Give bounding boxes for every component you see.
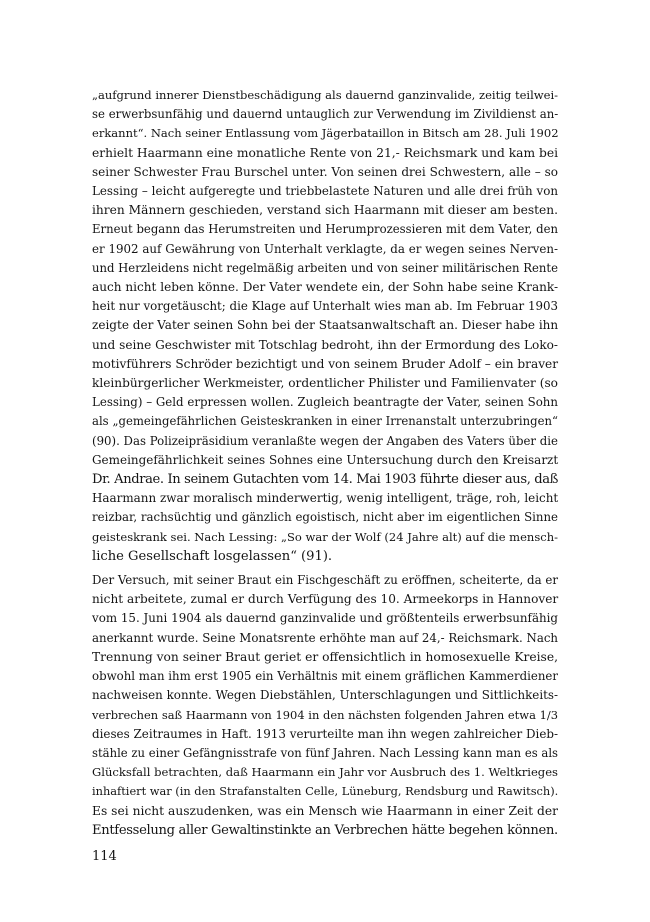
text-line: erkannt“. Nach seiner Entlassung vom Jägerbataillon in Bitsch am 28. Juli 1902 bbox=[92, 126, 559, 141]
text-line: obwohl man ihm erst 1905 ein Verhältnis mit einem gräflichen Kammerdiener bbox=[92, 669, 558, 684]
text-line: dieses Zeitraumes in Haft. 1913 verurteilte man ihn wegen zahlreicher Dieb- bbox=[92, 726, 558, 741]
text-line: Entfesselung aller Gewaltinstinkte an Verbrechen hätte begehen können. bbox=[92, 822, 558, 838]
text-line: er 1902 auf Gewährung von Unterhalt verklagte, da er wegen seines Nerven- bbox=[92, 241, 558, 256]
text-line: heit nur vorgetäuscht; die Klage auf Unterhalt wies man ab. Im Februar 1903 bbox=[92, 299, 558, 314]
text-line: auch nicht leben könne. Der Vater wendete ein, der Sohn habe seine Krank- bbox=[92, 280, 559, 295]
text-line: nicht arbeitete, zumal er durch Verfügung des 10. Armeekorps in Hannover bbox=[92, 592, 559, 607]
text-line: Lessing) – Geld erpressen wollen. Zugleich beantragte der Vater, seinen Sohn bbox=[92, 395, 558, 410]
text-line: Haarmann zwar moralisch minderwertig, wenig intelligent, träge, roh, leicht bbox=[92, 491, 559, 506]
text-line: erhielt Haarmann eine monatliche Rente von 21,- Reichsmark und kam bei bbox=[92, 145, 558, 160]
text-line: vom 15. Juni 1904 als dauernd ganzinvalide und größtenteils erwerbsunfähig bbox=[92, 611, 558, 626]
text-line: (90). Das Polizeipräsidium veranlaßte wegen der Angaben des Vaters über die bbox=[92, 433, 558, 448]
text-line: und seine Geschwister mit Totschlag bedroht, ihn der Ermordung des Loko- bbox=[92, 337, 558, 352]
text-line: „aufgrund innerer Dienstbeschädigung als dauernd ganzinvalide, zeitig teilwei- bbox=[92, 88, 559, 102]
text-line: reizbar, rachsüchtig und gänzlich egoistisch, nicht aber im eigentlichen Sinne bbox=[92, 510, 558, 525]
text-line: Erneut begann das Herumstreiten und Herumprozessieren mit dem Vater, den bbox=[92, 222, 558, 237]
text-line: se erwerbsunfähig und dauernd untauglich zur Verwendung im Zivildienst an- bbox=[92, 107, 559, 122]
text-line: nachweisen konnte. Wegen Diebstählen, Unterschlagungen und Sittlichkeits- bbox=[92, 688, 558, 703]
text-line: kleinbürgerlicher Werkmeister, ordentlicher Philister und Familienvater (so bbox=[92, 376, 558, 391]
page-number: 114 bbox=[92, 849, 117, 864]
text-line: geisteskrank sei. Nach Lessing: „So war der Wolf (24 Jahre alt) auf die mensch- bbox=[92, 529, 558, 544]
text-line: Dr. Andrae. In seinem Gutachten vom 14. Mai 1903 führte dieser aus, daß bbox=[92, 472, 559, 488]
paragraph-1 bbox=[92, 86, 558, 566]
text-line: stähle zu einer Gefängnisstrafe von fünf Jahren. Nach Lessing kann man es als bbox=[92, 745, 559, 760]
body-text bbox=[92, 86, 558, 840]
text-line: inhaftiert war (in den Strafanstalten Celle, Lüneburg, Rendsburg und Rawitsch). bbox=[92, 784, 559, 799]
text-line: Es sei nicht auszudenken, was ein Mensch wie Haarmann in einer Zeit der bbox=[92, 803, 558, 818]
text-line: und Herzleidens nicht regelmäßig arbeiten und von seiner militärischen Rente bbox=[92, 260, 558, 275]
text-line: Trennung von seiner Braut geriet er offensichtlich in homosexuelle Kreise, bbox=[92, 649, 558, 664]
text-line: Lessing – leicht aufgeregte und triebbelastete Naturen und alle drei früh von bbox=[92, 184, 558, 199]
paragraph-2 bbox=[92, 571, 558, 840]
text-line: als „gemeingefährlichen Geisteskranken in einer Irrenanstalt unterzubringen“ bbox=[92, 414, 558, 429]
text-line: verbrechen saß Haarmann von 1904 in den nächsten folgenden Jahren etwa 1/3 bbox=[92, 707, 558, 722]
text-line: liche Gesellschaft losgelassen“ (91). bbox=[92, 548, 333, 564]
text-line: seiner Schwester Frau Burschel unter. Von seinen drei Schwestern, alle – so bbox=[92, 164, 558, 179]
text-line: zeigte der Vater seinen Sohn bei der Staatsanwaltschaft an. Dieser habe ihn bbox=[92, 318, 559, 333]
text-line: motivführers Schröder bezichtigt und von seinem Bruder Adolf – ein braver bbox=[92, 356, 559, 371]
text-line: anerkannt wurde. Seine Monatsrente erhöhte man auf 24,- Reichsmark. Nach bbox=[92, 630, 558, 645]
text-line: Gemeingefährlichkeit seines Sohnes eine Untersuchung durch den Kreisarzt bbox=[92, 452, 559, 467]
text-line: ihren Männern geschieden, verstand sich Haarmann mit dieser am besten. bbox=[92, 203, 558, 218]
text-line: Glücksfall betrachten, daß Haarmann ein Jahr vor Ausbruch des 1. Weltkrieges bbox=[92, 765, 558, 780]
text-line: Der Versuch, mit seiner Braut ein Fischgeschäft zu eröffnen, scheiterte, da er bbox=[92, 573, 558, 588]
